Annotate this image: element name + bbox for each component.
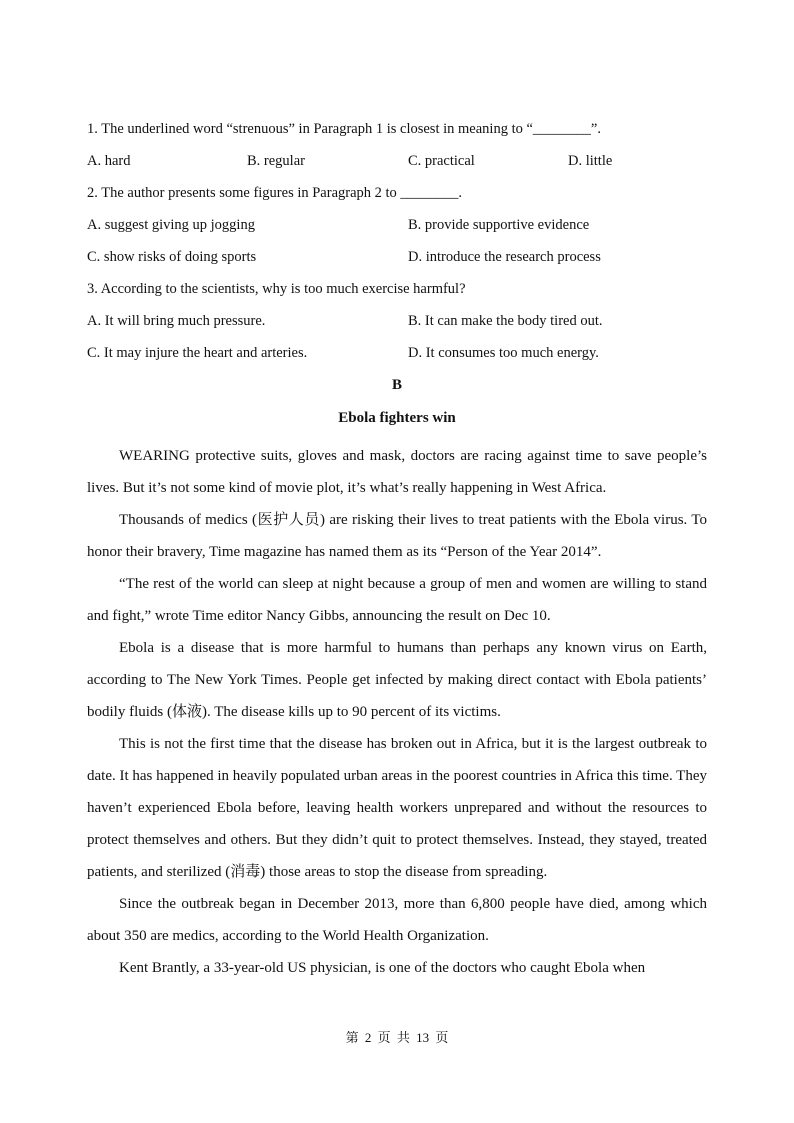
page-footer: 第 2 页 共 13 页 xyxy=(345,1030,449,1045)
article-body xyxy=(87,440,707,984)
article-title: Ebola fighters win xyxy=(338,410,456,426)
question-3-option-d[interactable]: D. It consumes too much energy. xyxy=(408,345,599,361)
article-paragraph: Kent Brantly, a 33-year-old US physician, is one of the doctors who caught Ebola when xyxy=(119,960,646,976)
question-1-option-c[interactable]: C. practical xyxy=(408,153,475,169)
question-2-option-a[interactable]: A. suggest giving up jogging xyxy=(87,217,255,233)
question-3-stem: 3. According to the scientists, why is too much exercise harmful? xyxy=(87,281,466,297)
article-paragraph: Since the outbreak began in December 2013, more than 6,800 people have died, among which about 350 are medics, according to the World Health Organization. xyxy=(87,896,707,944)
question-3-option-a[interactable]: A. It will bring much pressure. xyxy=(87,313,266,329)
question-2-option-c[interactable]: C. show risks of doing sports xyxy=(87,249,257,265)
question-2-stem: 2. The author presents some figures in Paragraph 2 to ________. xyxy=(87,185,463,201)
question-1-option-a[interactable]: A. hard xyxy=(87,153,131,169)
question-1-option-b[interactable]: B. regular xyxy=(247,153,305,169)
article-paragraph: Thousands of medics (医护人员) are risking their lives to treat patients with the Ebola virus. To honor their bravery, Time magazine has named them as its “Person of the Year 2014”. xyxy=(87,512,707,560)
article-paragraph: WEARING protective suits, gloves and mask, doctors are racing against time to save people’s lives. But it’s not some kind of movie plot, it’s what’s really happening in West Africa. xyxy=(87,448,707,496)
question-3-option-c[interactable]: C. It may injure the heart and arteries. xyxy=(87,345,308,361)
section-heading: B xyxy=(391,377,402,393)
question-1-stem: 1. The underlined word “strenuous” in Paragraph 1 is closest in meaning to “________”. xyxy=(87,121,601,137)
question-2-option-d[interactable]: D. introduce the research process xyxy=(408,249,601,265)
question-3-option-b[interactable]: B. It can make the body tired out. xyxy=(408,313,603,329)
article-paragraph: “The rest of the world can sleep at night because a group of men and women are willing to stand and fight,” wrote Time editor Nancy Gibbs, announcing the result on Dec 10. xyxy=(87,576,707,624)
article-paragraph: Ebola is a disease that is more harmful to humans than perhaps any known virus on Earth, according to The New York Times. People get infected by making direct contact with Ebola patients’ bodily fluids (体液). The disease kills up to 90 percent of its victims. xyxy=(87,640,707,720)
article-paragraph: This is not the first time that the disease has broken out in Africa, but it is the largest outbreak to date. It has happened in heavily populated urban areas in the poorest countries in Africa this time. They haven’t experienced Ebola before, leaving health workers unprepared and without the resources to protect themselves and others. But they didn’t quit to protect themselves. Instead, they stayed, treated patients, and sterilized (消毒) those areas to stop the disease from spreading. xyxy=(87,736,707,880)
question-2-option-b[interactable]: B. provide supportive evidence xyxy=(408,217,590,233)
question-1-option-d[interactable]: D. little xyxy=(568,153,613,169)
